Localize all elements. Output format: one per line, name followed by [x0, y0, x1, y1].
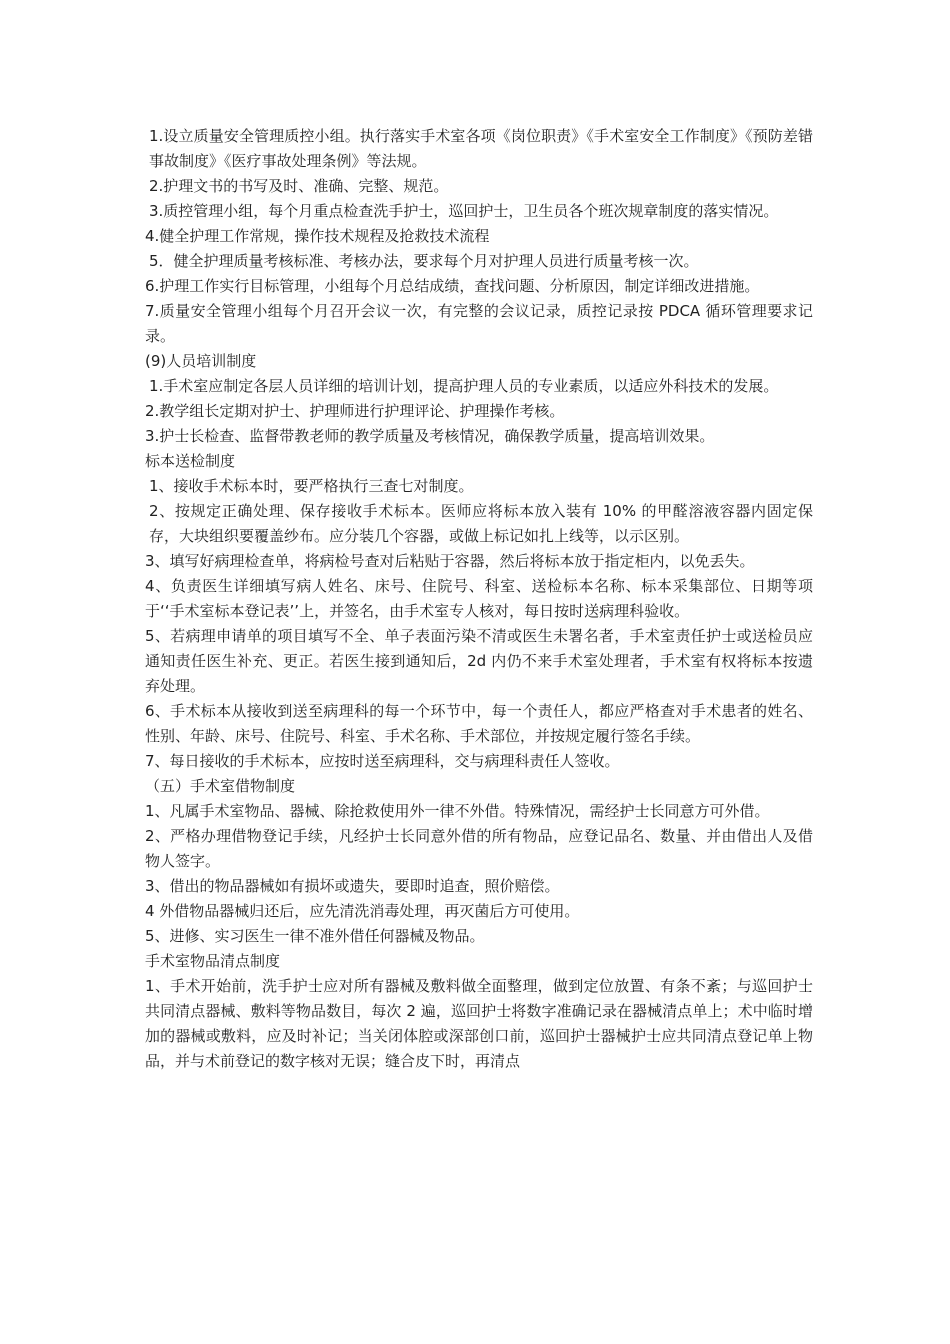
paragraph: 4.健全护理工作常规，操作技术规程及抢救技术流程: [145, 227, 490, 245]
paragraph: 1、凡属手术室物品、器械、除抢救使用外一律不外借。特殊情况，需经护士长同意方可外借。: [145, 802, 770, 820]
paragraph: 4 外借物品器械归还后，应先清洗消毒处理，再灭菌后方可使用。: [145, 902, 580, 920]
paragraph: 1.设立质量安全管理质控小组。执行落实手术室各项《岗位职责》《手术室安全工作制度》《预防差错事故制度》《医疗事故处理条例》等法规。: [149, 127, 813, 170]
paragraph: 5、进修、实习医生一律不准外借任何器械及物品。: [145, 927, 485, 945]
paragraph: 7.质量安全管理小组每个月召开会议一次，有完整的会议记录，质控记录按 PDCA 循环管理要求记录。: [145, 302, 813, 345]
paragraph: 2.教学组长定期对护士、护理师进行护理评论、护理操作考核。: [145, 402, 565, 420]
paragraph: 1、接收手术标本时，要严格执行三查七对制度。: [149, 477, 474, 495]
paragraph: 3、填写好病理检查单，将病检号查对后粘贴于容器，然后将标本放于指定柜内，以免丢失。: [145, 552, 755, 570]
paragraph: (9)人员培训制度: [145, 352, 257, 370]
paragraph: 手术室物品清点制度: [145, 952, 281, 970]
paragraph: 6.护理工作实行目标管理，小组每个月总结成绩，查找问题、分析原因，制定详细改进措施。: [145, 277, 760, 295]
paragraph: 4、负责医生详细填写病人姓名、床号、住院号、科室、送检标本名称、标本采集部位、日期等项于‘‘手术室标本登记表’’上，并签名，由手术室专人核对，每日按时送病理科验收。: [145, 577, 813, 620]
paragraph: 7、每日接收的手术标本，应按时送至病理科，交与病理科责任人签收。: [145, 752, 620, 770]
document-body: [145, 124, 813, 1074]
paragraph: 3.护士长检查、监督带教老师的教学质量及考核情况，确保教学质量，提高培训效果。: [145, 427, 715, 445]
paragraph: 3.质控管理小组，每个月重点检查洗手护士，巡回护士，卫生员各个班次规章制度的落实情况。: [149, 202, 779, 220]
paragraph: 5、若病理申请单的项目填写不全、单子表面污染不清或医生未署名者，手术室责任护士或送检员应通知责任医生补充、更正。若医生接到通知后，2d 内仍不来手术室处理者，手术室有权将标本按遗弃处理。: [145, 627, 813, 695]
paragraph: 2、按规定正确处理、保存接收手术标本。医师应将标本放入装有 10% 的甲醛溶液容器内固定保存，大块组织要覆盖纱布。应分装几个容器，或做上标记如扎上线等，以示区别。: [149, 502, 813, 545]
paragraph: 5．健全护理质量考核标准、考核办法，要求每个月对护理人员进行质量考核一次。: [149, 252, 699, 270]
paragraph: 标本送检制度: [145, 452, 236, 470]
paragraph: 3、借出的物品器械如有损坏或遗失，要即时追查，照价赔偿。: [145, 877, 560, 895]
paragraph: 2.护理文书的书写及时、准确、完整、规范。: [149, 177, 449, 195]
paragraph: 2、严格办理借物登记手续，凡经护士长同意外借的所有物品，应登记品名、数量、并由借出人及借物人签字。: [145, 827, 813, 870]
paragraph: 1.手术室应制定各层人员详细的培训计划，提高护理人员的专业素质，以适应外科技术的发展。: [149, 377, 779, 395]
paragraph: 6、手术标本从接收到送至病理科的每一个环节中，每一个责任人，都应严格查对手术患者的姓名、性别、年龄、床号、住院号、科室、手术名称、手术部位，并按规定履行签名手续。: [145, 702, 813, 745]
paragraph: （五）手术室借物制度: [145, 777, 296, 795]
paragraph: 1、手术开始前，洗手护士应对所有器械及敷料做全面整理，做到定位放置、有条不紊；与巡回护士共同清点器械、敷料等物品数目，每次 2 遍，巡回护士将数字准确记录在器械清点单上；术中临时增加的器械或敷料，应及时补记；当关闭体腔或深部创口前，巡回护士器械护士应共同清点登记单上物品，并与术前登记的数字核对无误；缝合皮下时，再清点: [145, 977, 813, 1070]
